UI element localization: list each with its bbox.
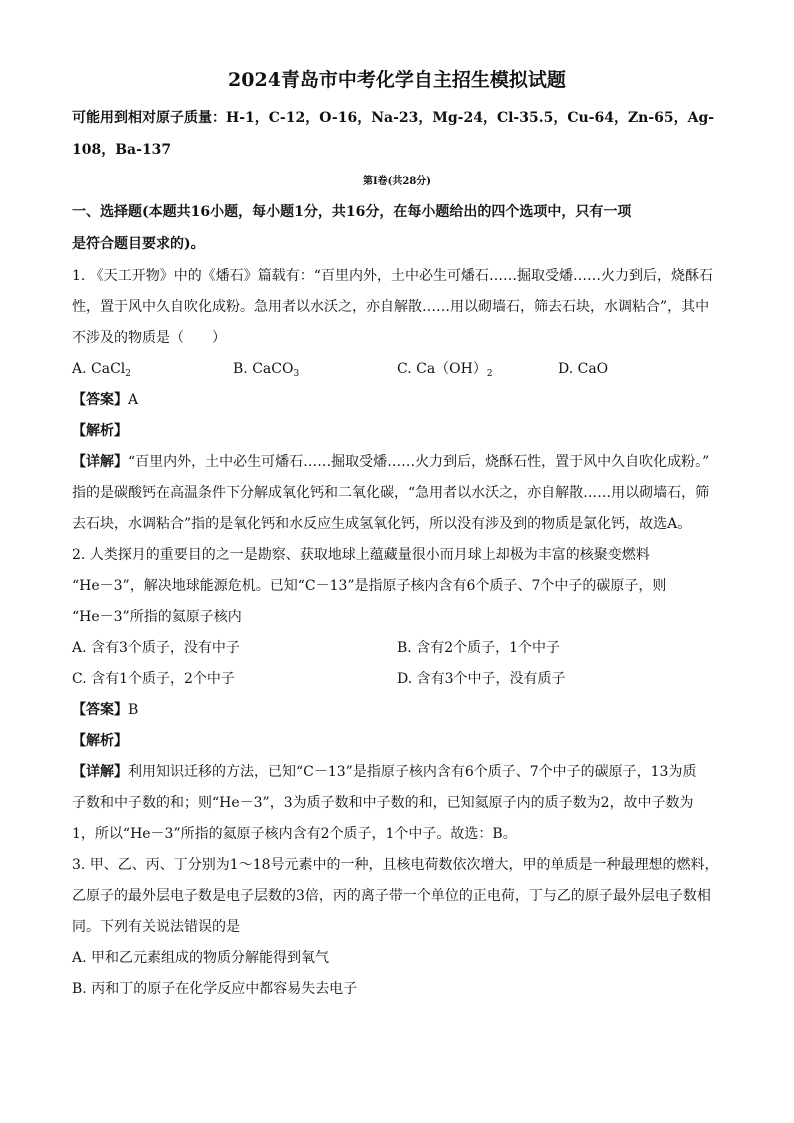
q2-stem-line-3: “He－3”所指的氦原子核内 [72,609,242,625]
q2-detail-line-3: 1，所以“He－3”所指的氦原子核内含有2个质子，1个中子。故选：B。 [72,826,517,842]
q2-stem-line-1: 2. 人类探月的重要目的之一是勘察、获取地球上蕴藏量很小而月球上却极为丰富的核聚变燃料 [72,547,650,563]
q2-option-a: A. 含有3个质子，没有中子 [72,640,240,656]
q1-detail-line-3: 去石块，水调粘合”指的是氧化钙和水反应生成氢氧化钙，所以没有涉及到的物质是氯化钙，故选A。 [72,516,692,532]
q1-option-a: A. CaCl$_2$ [72,361,131,379]
q1-option-c: C. $Ca(OH)_2$ [397,361,493,379]
q3-stem-line-1: 3. 甲、乙、丙、丁分别为1～18号元素中的一种，且核电荷数依次增大，甲的单质是一种最理想的燃料， [72,857,719,873]
atomic-masses-line-2: 108，Ba-137 [72,142,172,158]
q1-detail-line-1: 【详解】“百里内外，土中必生可燔石……掘取受燔……火力到后，烧酥石性，置于风中久自吹化成粉。” [72,454,710,470]
q1-option-d: D. CaO [558,361,609,377]
exam-title: 2024青岛市中考化学自主招生模拟试题 [228,69,566,91]
q3-stem-line-3: 同。下列有关说法错误的是 [72,919,240,935]
q3-option-b: B. 丙和丁的原子在化学反应中都容易失去电子 [72,981,358,997]
q3-stem-line-2: 乙原子的最外层电子数是电子层数的3倍，丙的离子带一个单位的正电荷，丁与乙的原子最外层电子数相 [72,888,711,904]
part-instruction-line-2: 是符合题目要求的)。 [72,236,205,252]
q1-analysis-tag: 【解析】 [72,423,128,439]
q1-detail-line-2: 指的是碳酸钙在高温条件下分解成氧化钙和二氧化碳，“急用者以水沃之，亦自解散……用以砌墙石，筛 [72,485,710,501]
q2-detail-line-1: 【详解】利用知识迁移的方法，已知“C－13”是指原子核内含有6个质子、7个中子的碳原子，13为质 [72,764,697,780]
q1-stem-line-1: 1. 《天工开物》中的《燔石》篇载有：“百里内外，土中必生可燔石……掘取受燔……火力到后，烧酥石 [72,268,713,284]
q1-option-b: B. CaCO$_3$ [233,361,300,379]
q2-option-b: B. 含有2个质子，1个中子 [397,640,561,656]
q2-analysis-tag: 【解析】 [72,733,128,749]
q1-answer [72,390,138,410]
answer-tag: 【答案】 [72,702,128,718]
answer-value: B [128,702,139,718]
q3-option-a: A. 甲和乙元素组成的物质分解能得到氧气 [72,950,330,966]
q2-option-c: C. 含有1个质子，2个中子 [72,671,235,687]
q1-stem-line-2: 性，置于风中久自吹化成粉。急用者以水沃之，亦自解散……用以砌墙石，筛去石块，水调粘合”，其中 [72,299,710,315]
section-header: 第I卷(共28分) [362,176,432,187]
q2-detail-line-2: 子数和中子数的和；则“He－3”，3为质子数和中子数的和，已知氦原子内的质子数为2，故中子数为 [72,795,694,811]
answer-tag: 【答案】 [72,392,128,408]
q2-answer [72,700,138,720]
q2-stem-line-2: “He－3”，解决地球能源危机。已知“C－13”是指原子核内含有6个质子、7个中子的碳原子，则 [72,578,667,594]
q2-option-d: D. 含有3个中子，没有质子 [397,671,566,687]
answer-value: A [128,392,139,408]
part-instruction-line-1: 一、选择题(本题共16小题，每小题1分，共16分，在每小题给出的四个选项中，只有一项 [72,204,632,220]
atomic-masses-line-1: 可能用到相对原子质量：H-1，C-12，O-16，Na-23，Mg-24，Cl-35.5，Cu-64，Zn-65，Ag- [72,110,715,126]
q1-stem-line-3: 不涉及的物质是（ ） [72,330,226,346]
